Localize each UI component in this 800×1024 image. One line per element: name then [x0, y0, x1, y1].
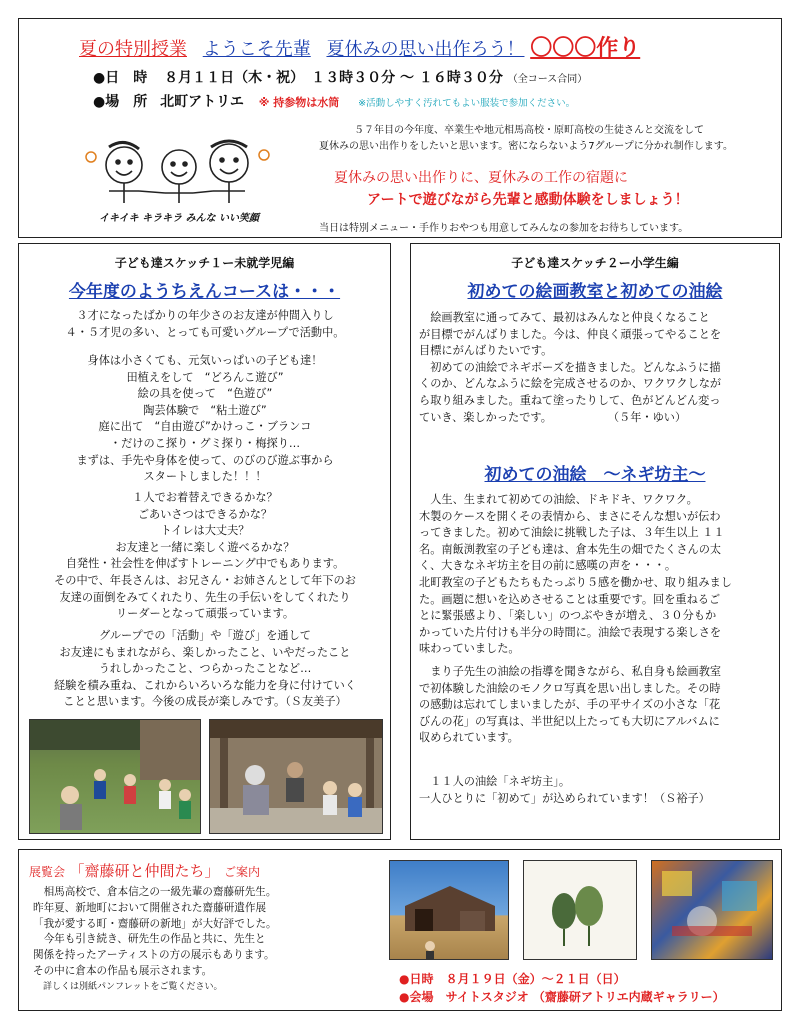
text-line: 友達の面倒をみてくれたり、先生の手伝いをしてくれたり: [59, 590, 351, 604]
text-line: 絵画教室に通ってみて、最初はみんなと仲良くなること: [419, 311, 710, 324]
exhibition-venue-value: サイトスタジオ: [445, 990, 529, 1004]
text-line: スタートしました！！！: [143, 470, 267, 484]
place-note: ※活動しやすく汚れてもよい服装で参加ください。: [358, 98, 576, 109]
logo-caption: イキイキ キラキラ みんな いい笑顔: [99, 213, 260, 224]
text-line: 北町教室の子どもたちもたっぷり５感を働かせ、取り組みまし: [419, 575, 732, 589]
text-line: 自発性・社会性を伸ばすトレーニング中でもあります。: [65, 557, 345, 571]
left-heading: 子ども達スケッチ１ー未就学児編: [114, 256, 295, 270]
intro-line-2: 夏休みの思い出作りをしたいと思います。密にならないよう7グループに分かれ制作します。: [319, 141, 733, 152]
title-circles: 〇〇〇作り: [530, 36, 641, 61]
right-subtitle-2: 初めての油絵 ～ネギ坊主～: [484, 465, 706, 485]
title-prefix: 夏の特別授業: [79, 39, 187, 60]
text-line: 田植えをして “どろんこ遊び”: [126, 370, 284, 384]
text-line: 初めての油絵でネギボーズを描きました。どんなふうに描: [419, 360, 721, 374]
text-line: ていき、楽しかったです。 （５年・ゆい）: [419, 410, 687, 424]
date-row: [93, 67, 587, 87]
text-line: 昨年夏、新地町において開催された齋藤研遺作展: [33, 901, 267, 914]
text-line: グループでの「活動」や「遊び」を通して: [98, 629, 311, 642]
text-line: お友達と一緒に楽しく遊べるかな？: [115, 540, 295, 554]
text-line: た。画題に想いを込めさせることは重要です。回を重ねるご: [419, 592, 721, 606]
exhibition-date-value: ８月１９日（金）～２１日（日）: [445, 972, 626, 986]
left-paragraph-2: [25, 353, 385, 486]
text-line: その中に倉本の作品も展示されます。: [33, 964, 213, 977]
text-line: 陶芸体験で “粘土遊び”: [143, 403, 267, 417]
text-line: その中で、年長さんは、お兄さん・お姉さんとして年下のお: [54, 573, 356, 587]
intro-line-1: ５７年目の今年度、卒業生や地元相馬高校・原町高校の生徒さんと交流をして: [354, 125, 704, 136]
header-title: [79, 31, 640, 62]
text-line: の感動は忘れてしまいましたが、手の平サイズの小さな「花: [419, 698, 721, 712]
text-line: リーダーとなって頑張っています。: [115, 607, 295, 621]
leek-painting-icon: [524, 861, 637, 960]
text-line: 名。南飯渕教室の子ども達は、倉本先生の畑でたくさんの太: [419, 542, 722, 556]
text-line: 一人ひとりに「初めて」が込められています！（Ｓ裕子）: [419, 791, 710, 805]
right-heading: 子ども達スケッチ２ー小学生編: [511, 256, 679, 270]
text-line: １人でお着替えできるかな？: [132, 491, 278, 504]
right-paragraph-3: [419, 664, 775, 747]
place-label: ●場 所: [93, 94, 148, 110]
left-paragraph-4: [25, 628, 385, 711]
text-line: うれしかったこと、つらかったことなど…: [98, 662, 312, 676]
text-line: 庭に出て “自由遊び”かけっこ・ブランコ: [98, 420, 312, 434]
text-line: で初体験した油絵のモノクロ写真を思い出しました。その時: [419, 681, 721, 695]
exhibition-note: 詳しくは別紙パンフレットをご覧ください。: [43, 981, 223, 992]
text-line: まり子先生の油絵の指導を聞きながら、私自身も絵画教室: [419, 665, 722, 678]
text-line: 今年も引き続き、研先生の作品と共に、先生と: [33, 933, 266, 946]
text-line: ４・５才児の多い、とっても可愛いグループで活動中。: [65, 325, 345, 339]
exhibition-section: [18, 849, 782, 1011]
title-main: 夏休みの思い出作ろう！: [326, 39, 525, 60]
exhibition-title-suffix: ご案内: [223, 865, 260, 879]
text-line: ごあいさつはできるかな？: [137, 507, 273, 521]
kids-on-swing-photo: [209, 719, 383, 834]
preschool-sketch-panel: [18, 243, 391, 840]
text-line: トイレは大丈夫？: [160, 524, 250, 538]
exhibition-date-row: [399, 970, 626, 987]
text-line: が目標でがんばりました。今は、仲良く頑張ってやることを: [419, 327, 722, 341]
catch-line-1: 夏休みの思い出作りに、夏休みの工作の宿題に: [334, 170, 628, 186]
text-line: 関係を持ったアーティストの方の展示もあります。: [33, 949, 275, 962]
title-welcome: ようこそ先輩: [202, 39, 311, 60]
left-subtitle: 今年度のようちえんコースは・・・: [68, 282, 341, 302]
right-subtitle-1: 初めての絵画教室と初めての油絵: [467, 282, 723, 302]
abstract-painting-icon: [652, 861, 773, 960]
date-label: ●日 時: [93, 70, 148, 86]
text-line: びんの花」の写真は、半世紀以上たっても大切にアルバムに: [419, 714, 720, 728]
text-line: とに緊張感より、「楽しい」のつぶやきが増え、３０分もか: [419, 609, 717, 623]
text-line: ことと思います。今後の成長が楽しみです。（Ｓ友美子）: [63, 695, 347, 709]
text-line: 木製のケースを開くその表情から、まさにそんな想いが伝わ: [419, 509, 721, 523]
exhibition-title-prefix: 展覧会: [29, 865, 66, 879]
text-line: まずは、手先や身体を使って、のびのび遊ぶ事から: [76, 453, 334, 467]
exhibition-title: [29, 860, 260, 881]
date-value: ８月１１日（木・祝） １３時３０分 ～ １６時３０分: [164, 70, 503, 86]
right-paragraph-1: [419, 310, 775, 426]
artwork-1-image: [389, 860, 509, 960]
text-line: 絵の具を使って “色遊び”: [137, 387, 273, 401]
exhibition-date-label: ●日時: [399, 972, 434, 986]
artwork-2-image: [523, 860, 637, 960]
barn-painting-icon: [390, 861, 509, 960]
exhibition-venue-row: [399, 988, 725, 1005]
header-footer-note: 当日は特別メニュー・手作りおやつも用意してみんなの参加をお待ちしています。: [319, 223, 689, 234]
place-bring: ※ 持参物は水筒: [258, 96, 340, 109]
photo-scene-icon: [210, 720, 383, 834]
text-line: くのか、どんなふうに絵を完成させるのか、ワクワクしなが: [419, 377, 722, 391]
text-line: 味わっていました。: [419, 642, 520, 656]
text-line: ・だけのこ探り・グミ探り・梅探り…: [109, 436, 301, 450]
exhibition-venue-label: ●会場: [399, 990, 434, 1004]
text-line: ら取り組みました。重ねて塗ったりして、色がどんどん変っ: [419, 393, 721, 407]
text-line: 「我が愛する町・齋藤研の新地」が大好評でした。: [33, 917, 277, 930]
left-paragraph-1: [25, 308, 385, 341]
text-line: 身体は小さくても、元気いっぱいの子ども達！: [87, 354, 323, 367]
exhibition-venue-note: （齋藤研アトリエ内蔵ギャラリー）: [532, 990, 725, 1004]
text-line: 人生、生まれて初めての油絵、ドキドキ、ワクワク。: [419, 493, 698, 506]
text-line: ３才になったばかりの年少さのお友達が仲間入りし: [76, 309, 334, 322]
place-row: [93, 91, 575, 111]
kids-logo-illustration: [79, 137, 279, 227]
header-section: [18, 18, 782, 238]
place-value: 北町アトリエ: [160, 94, 244, 110]
elementary-sketch-panel: [410, 243, 780, 840]
catch-line-2: アートで遊びながら先輩と感動体験をしましょう！: [367, 192, 689, 208]
text-line: 相馬高校で、倉本信之の一級先輩の齋藤研先生。: [33, 886, 277, 898]
left-paragraph-3: [25, 490, 385, 623]
right-paragraph-2: [419, 492, 775, 658]
kids-on-grass-photo: [29, 719, 201, 834]
date-note: （全コース合同）: [507, 74, 588, 85]
text-line: １１人の油絵「ネギ坊主」。: [419, 775, 571, 788]
text-line: く、大きなネギ坊主を目の前に感嘆の声を・・・。: [419, 559, 677, 573]
text-line: 経験を積み重ね、これからいろいろな能力を身に付けていく: [53, 678, 357, 692]
text-line: 目標にがんばりたいです。: [419, 344, 553, 358]
text-line: 収められています。: [419, 731, 519, 745]
text-line: お友達にもまれながら、楽しかったこと、いやだったこと: [59, 645, 351, 659]
right-paragraph-4: [419, 774, 775, 807]
text-line: かっていた片付けも半分の時間に。油絵で表現する楽しさを: [419, 625, 722, 639]
photo-scene-icon: [30, 720, 201, 834]
exhibition-title-main: 「齋藤研と仲間たち」: [69, 862, 220, 880]
exhibition-body: [33, 885, 383, 996]
artwork-3-image: [651, 860, 773, 960]
text-line: ってきました。初めて油絵に挑戦した子は、３年生以上 １１: [419, 526, 725, 540]
